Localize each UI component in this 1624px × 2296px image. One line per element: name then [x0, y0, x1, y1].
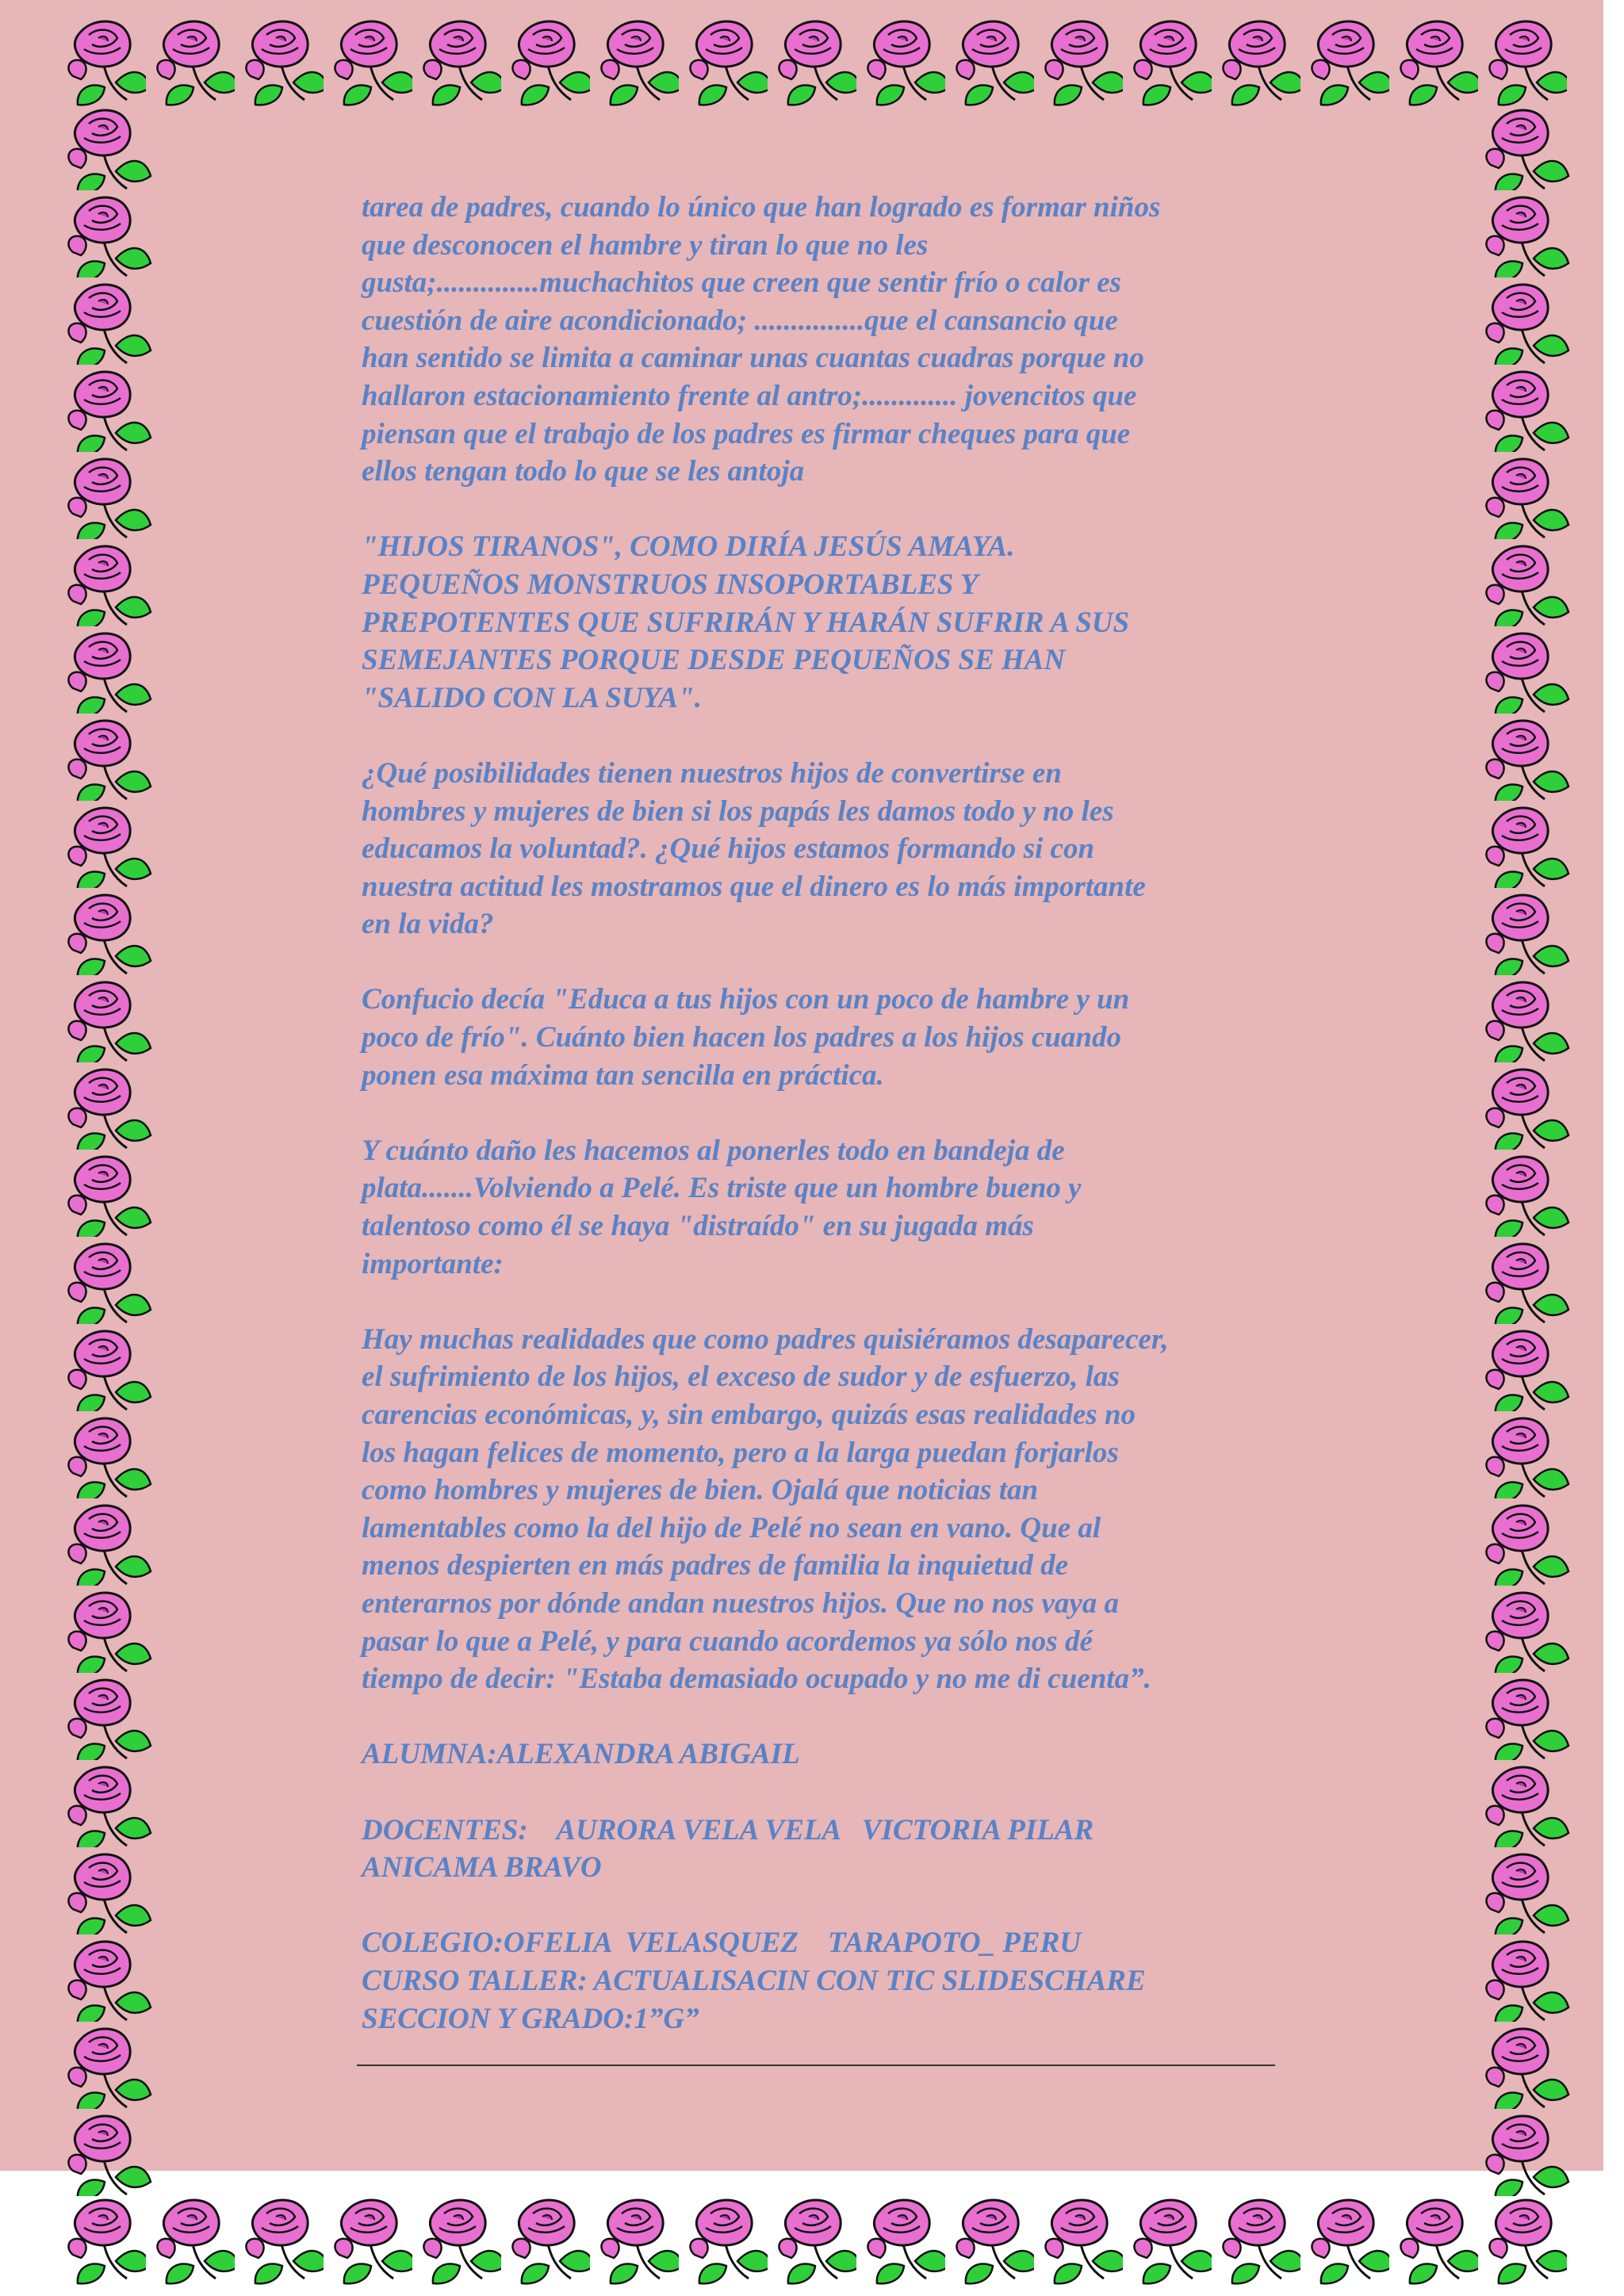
rose-border-bottom	[57, 2193, 1567, 2288]
text-line: que desconocen el hambre y tiran lo que no les	[362, 228, 929, 262]
text-line: tarea de padres, cuando lo único que han logrado es formar niños	[362, 191, 1161, 224]
text-line: los hagan felices de momento, pero a la larga puedan forjarlos	[362, 1436, 1119, 1469]
text-line: importante:	[362, 1247, 504, 1280]
text-line: DOCENTES: AURORA VELA VELA VICTORIA PILAR	[362, 1813, 1094, 1846]
rose-border-top	[57, 14, 1567, 109]
teachers-credit	[362, 1812, 1297, 1887]
text-line: ALUMNA:ALEXANDRA ABIGAIL	[362, 1738, 800, 1771]
text-line: ellos tengan todo lo que se les antoja	[362, 455, 805, 488]
text-line: como hombres y mujeres de bien. Ojalá que noticias tan	[362, 1474, 1039, 1507]
text-line: SECCION Y GRADO:1”G”	[362, 2002, 699, 2035]
text-line: PREPOTENTES QUE SUFRIRÁN Y HARÁN SUFRIR A SUS	[362, 606, 1130, 639]
text-line: "HIJOS TIRANOS", COMO DIRÍA JESÚS AMAYA.	[362, 530, 1015, 564]
text-line: hallaron estacionamiento frente al antro;............. jovencitos que	[362, 379, 1137, 412]
text-line: ANICAMA BRAVO	[362, 1851, 602, 1885]
text-line: cuestión de aire acondicionado; ...............que el cansancio que	[362, 304, 1118, 337]
text-line: menos despierten en más padres de familia la inquietud de	[362, 1549, 1069, 1582]
text-line: en la vida?	[362, 908, 494, 941]
document-body	[362, 189, 1297, 2038]
paragraph-pele	[362, 1132, 1297, 1283]
text-line: PEQUEÑOS MONSTRUOS INSOPORTABLES Y	[362, 568, 979, 601]
text-line: COLEGIO:OFELIA VELASQUEZ TARAPOTO_ PERU	[362, 1927, 1081, 1960]
text-line: el sufrimiento de los hijos, el exceso de sudor y de esfuerzo, las	[362, 1360, 1120, 1394]
paragraph-realidades	[362, 1321, 1297, 1698]
text-line: hombres y mujeres de bien si los papás les damos todo y no les	[362, 794, 1114, 828]
text-line: Hay muchas realidades que como padres quisiéramos desaparecer,	[362, 1322, 1169, 1356]
student-credit	[362, 1735, 1297, 1774]
text-line: pasar lo que a Pelé, y para cuando acordemos ya sólo nos dé	[362, 1624, 1093, 1658]
text-line: plata.......Volviendo a Pelé. Es triste que un hombre bueno y	[362, 1172, 1082, 1205]
text-line: tiempo de decir: "Estaba demasiado ocupado y no me di cuenta”.	[362, 1663, 1151, 1696]
text-line: enterarnos por dónde andan nuestros hijos. Que no nos vaya a	[362, 1586, 1119, 1620]
text-line: Y cuánto daño les hacemos al ponerles todo en bandeja de	[362, 1134, 1065, 1167]
text-line: piensan que el trabajo de los padres es firmar cheques para que	[362, 417, 1131, 450]
text-line: "SALIDO CON LA SUYA".	[362, 681, 702, 714]
horizontal-rule	[357, 2064, 1275, 2066]
text-line: SEMEJANTES PORQUE DESDE PEQUEÑOS SE HAN	[362, 644, 1066, 677]
text-line: gusta;..............muchachitos que creen que sentir frío o calor es	[362, 266, 1121, 300]
paragraph-intro	[362, 189, 1297, 491]
text-line: lamentables como la del hijo de Pelé no sean en vano. Que al	[362, 1511, 1101, 1544]
school-credit	[362, 1924, 1297, 2038]
text-line: han sentido se limita a caminar unas cuantas cuadras porque no	[362, 342, 1144, 375]
text-line: educamos la voluntad?. ¿Qué hijos estamos formando si con	[362, 832, 1095, 866]
paragraph-hijos-tiranos	[362, 528, 1297, 717]
text-line: CURSO TALLER: ACTUALISACIN CON TIC SLIDESCHARE	[362, 1964, 1146, 1997]
text-line: carencias económicas, y, sin embargo, quizás esas realidades no	[362, 1399, 1136, 1431]
rose-border-right	[1475, 103, 1570, 2196]
text-line: nuestra actitud les mostramos que el dinero es lo más importante	[362, 870, 1146, 903]
paragraph-confucio	[362, 981, 1297, 1094]
text-line: ponen esa máxima tan sencilla en práctica.	[362, 1058, 884, 1092]
paragraph-posibilidades	[362, 755, 1297, 943]
text-line: poco de frío". Cuánto bien hacen los padres a los hijos cuando	[362, 1021, 1121, 1054]
text-line: ¿Qué posibilidades tienen nuestros hijos de convertirse en	[362, 756, 1062, 790]
text-line: talentoso como él se haya "distraído" en su jugada más	[362, 1210, 1034, 1243]
rose-border-left	[57, 103, 152, 2196]
text-line: Confucio decía "Educa a tus hijos con un poco de hambre y un	[362, 983, 1130, 1016]
